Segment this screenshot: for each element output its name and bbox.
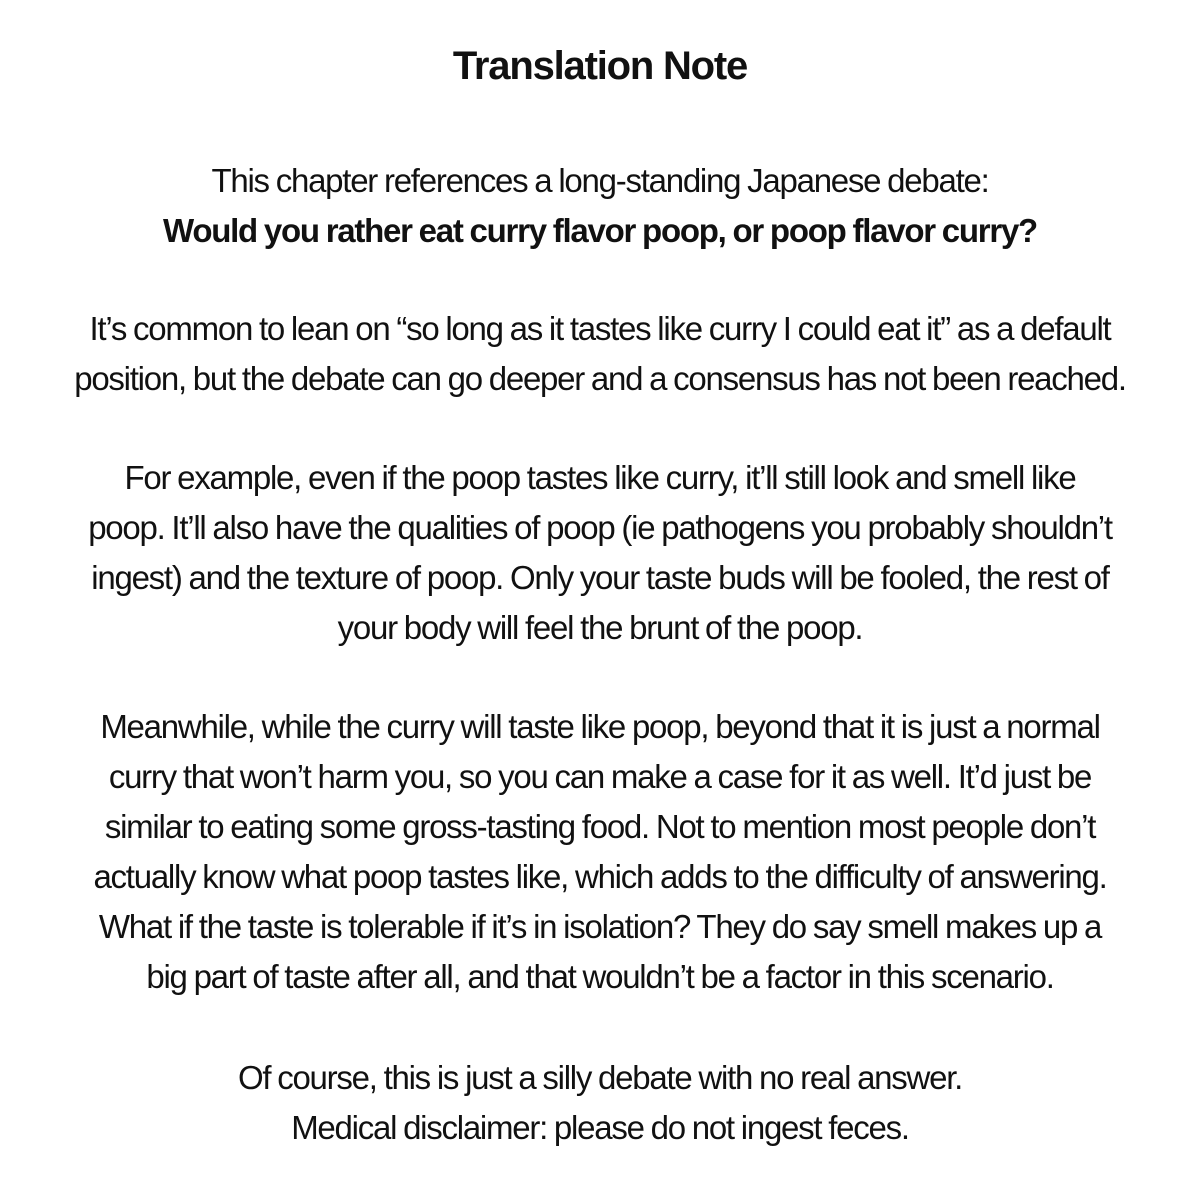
paragraph-poop-flavor-curry [28,702,1172,1002]
paragraph-default-position [28,304,1172,404]
paragraph-line: curry that won’t harm you, so you can make a case for it as well. It’d just be [108,758,1092,795]
paragraph-line: actually know what poop tastes like, which adds to the difficulty of answering. [93,858,1107,895]
paragraph-line: poop. It’ll also have the qualities of poop (ie pathogens you probably shouldn’t [88,509,1112,546]
closing-paragraph [28,1053,1172,1153]
paragraph-line: position, but the debate can go deeper and a consensus has not been reached. [74,360,1126,397]
paragraph-curry-flavor-poop [28,453,1172,653]
intro-paragraph [28,156,1172,256]
intro-line: This chapter references a long-standing Japanese debate: [211,162,989,199]
paragraph-line: For example, even if the poop tastes like curry, it’ll still look and smell like [124,459,1076,496]
medical-disclaimer: Medical disclaimer: please do not ingest feces. [291,1109,909,1146]
paragraph-line: similar to eating some gross-tasting food. Not to mention most people don’t [104,808,1096,845]
closing-line: Of course, this is just a silly debate with no real answer. [237,1059,963,1096]
paragraph-line: What if the taste is tolerable if it’s in isolation? They do say smell makes up a [98,908,1102,945]
page-title: Translation Note [452,44,748,88]
debate-question: Would you rather eat curry flavor poop, or poop flavor curry? [163,212,1037,249]
paragraph-line: It’s common to lean on “so long as it tastes like curry I could eat it” as a default [89,310,1111,347]
paragraph-line: big part of taste after all, and that wouldn’t be a factor in this scenario. [146,958,1054,995]
paragraph-line: Meanwhile, while the curry will taste like poop, beyond that it is just a normal [100,708,1100,745]
paragraph-line: your body will feel the brunt of the poop. [337,609,863,646]
paragraph-line: ingest) and the texture of poop. Only your taste buds will be fooled, the rest of [91,559,1109,596]
